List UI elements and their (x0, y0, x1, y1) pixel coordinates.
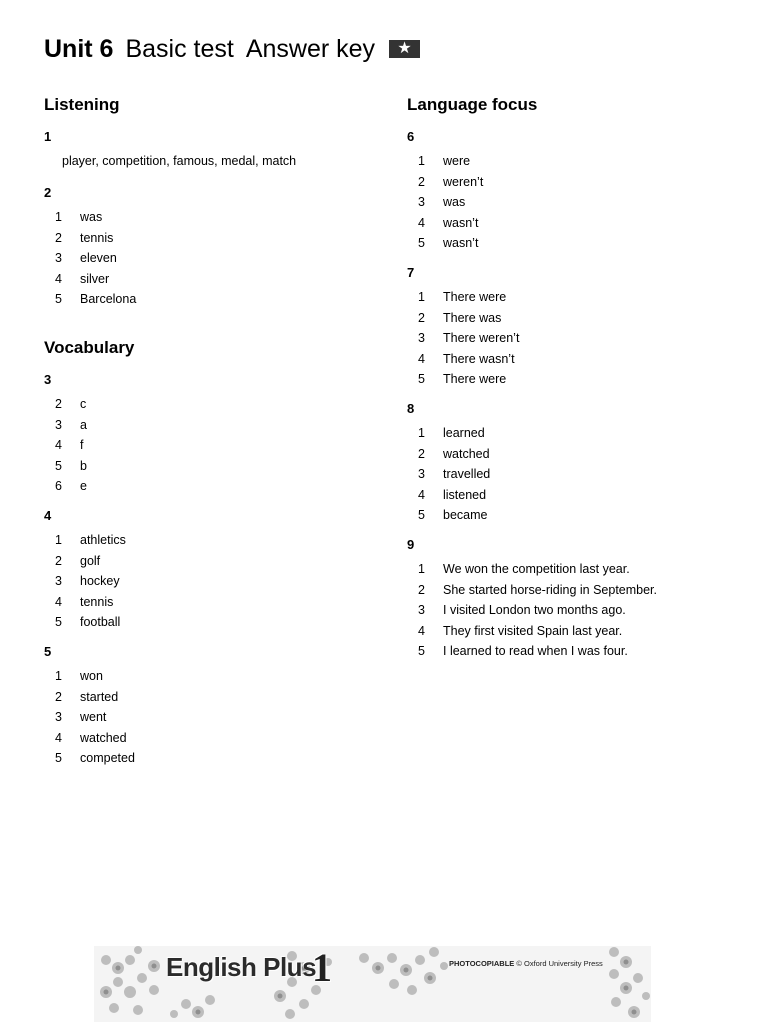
left-column (44, 92, 364, 769)
list-item: 4 tennis (55, 594, 114, 609)
list-item: 2 tennis (55, 230, 114, 245)
list-item: 5 wasn’t (418, 236, 479, 251)
question-number: 5 (44, 643, 52, 659)
list-item: 1 won (55, 668, 103, 683)
answer-list (44, 394, 364, 497)
question-number: 3 (44, 371, 52, 387)
doc-type: Answer key (245, 35, 376, 63)
question-number: 2 (44, 185, 52, 200)
list-item: 4 watched (55, 730, 127, 745)
list-item: 2 weren’t (418, 174, 484, 189)
section-heading-vocabulary: Vocabulary (44, 337, 135, 357)
unit-label: Unit 6 (44, 35, 114, 63)
list-item: 5 b (55, 458, 87, 473)
list-item: 3 There weren’t (418, 331, 520, 346)
list-item: 2 golf (55, 553, 101, 568)
answer-list (407, 423, 737, 526)
list-item: 1 athletics (55, 532, 126, 547)
list-item: 4 wasn’t (418, 215, 479, 230)
answer-list (407, 559, 737, 662)
answer-list (407, 151, 737, 254)
question-number: 1 (44, 129, 52, 144)
star-icon: ★ (389, 40, 420, 58)
right-column (407, 92, 737, 662)
list-item: 4 silver (55, 271, 110, 286)
copyright-notice (449, 959, 603, 968)
brand-level: 1 (312, 945, 332, 990)
answer-list (44, 207, 364, 310)
list-item: 2 She started horse-riding in September. (418, 582, 658, 597)
list-item: 1 were (418, 154, 471, 168)
list-item: 3 a (55, 417, 87, 432)
list-item: 3 eleven (55, 251, 117, 266)
brand-logo: English Plus (166, 952, 317, 982)
list-item: 1 was (55, 210, 103, 224)
footer-banner (94, 938, 651, 1022)
section-heading-listening: Listening (44, 95, 120, 114)
list-item: 5 football (55, 615, 121, 630)
list-item: 2 started (55, 689, 119, 704)
list-item: 5 I learned to read when I was four. (418, 644, 628, 659)
copyright-text: © Oxford University Press (516, 959, 603, 968)
list-item: 1 We won the competition last year. (418, 561, 630, 576)
question-number: 4 (44, 507, 52, 523)
question-number: 8 (407, 400, 415, 416)
list-item: 3 was (418, 195, 466, 210)
list-item: 5 competed (55, 751, 135, 766)
list-item: 1 There were (418, 289, 507, 304)
section-heading-language-focus: Language focus (407, 95, 538, 114)
question-number: 6 (407, 129, 415, 144)
list-item: 2 watched (418, 446, 490, 461)
list-item: 5 Barcelona (55, 292, 137, 307)
page-title (44, 33, 420, 65)
list-item: 3 I visited London two months ago. (418, 603, 626, 618)
answer-list (44, 530, 364, 633)
list-item: 4 There wasn’t (418, 351, 515, 366)
answer-list (407, 287, 737, 390)
answer-line: player, competition, famous, medal, match (62, 154, 297, 168)
test-name: Basic test (125, 35, 234, 63)
list-item: 4 f (55, 438, 84, 453)
list-item: 1 learned (418, 425, 485, 440)
question-number: 9 (407, 536, 415, 552)
list-item: 5 There were (418, 372, 507, 387)
list-item: 3 travelled (418, 467, 491, 482)
list-item: 2 c (55, 396, 87, 411)
list-item: 3 went (55, 710, 107, 725)
list-item: 6 e (55, 479, 87, 494)
list-item: 5 became (418, 508, 488, 523)
list-item: 3 hockey (55, 574, 120, 589)
list-item: 4 listened (418, 487, 487, 502)
list-item: 4 They first visited Spain last year. (418, 623, 623, 638)
question-number: 7 (407, 264, 415, 280)
list-item: 2 There was (418, 310, 502, 325)
answer-list (44, 666, 364, 769)
photocopiable-label: PHOTOCOPIABLE (449, 959, 515, 968)
